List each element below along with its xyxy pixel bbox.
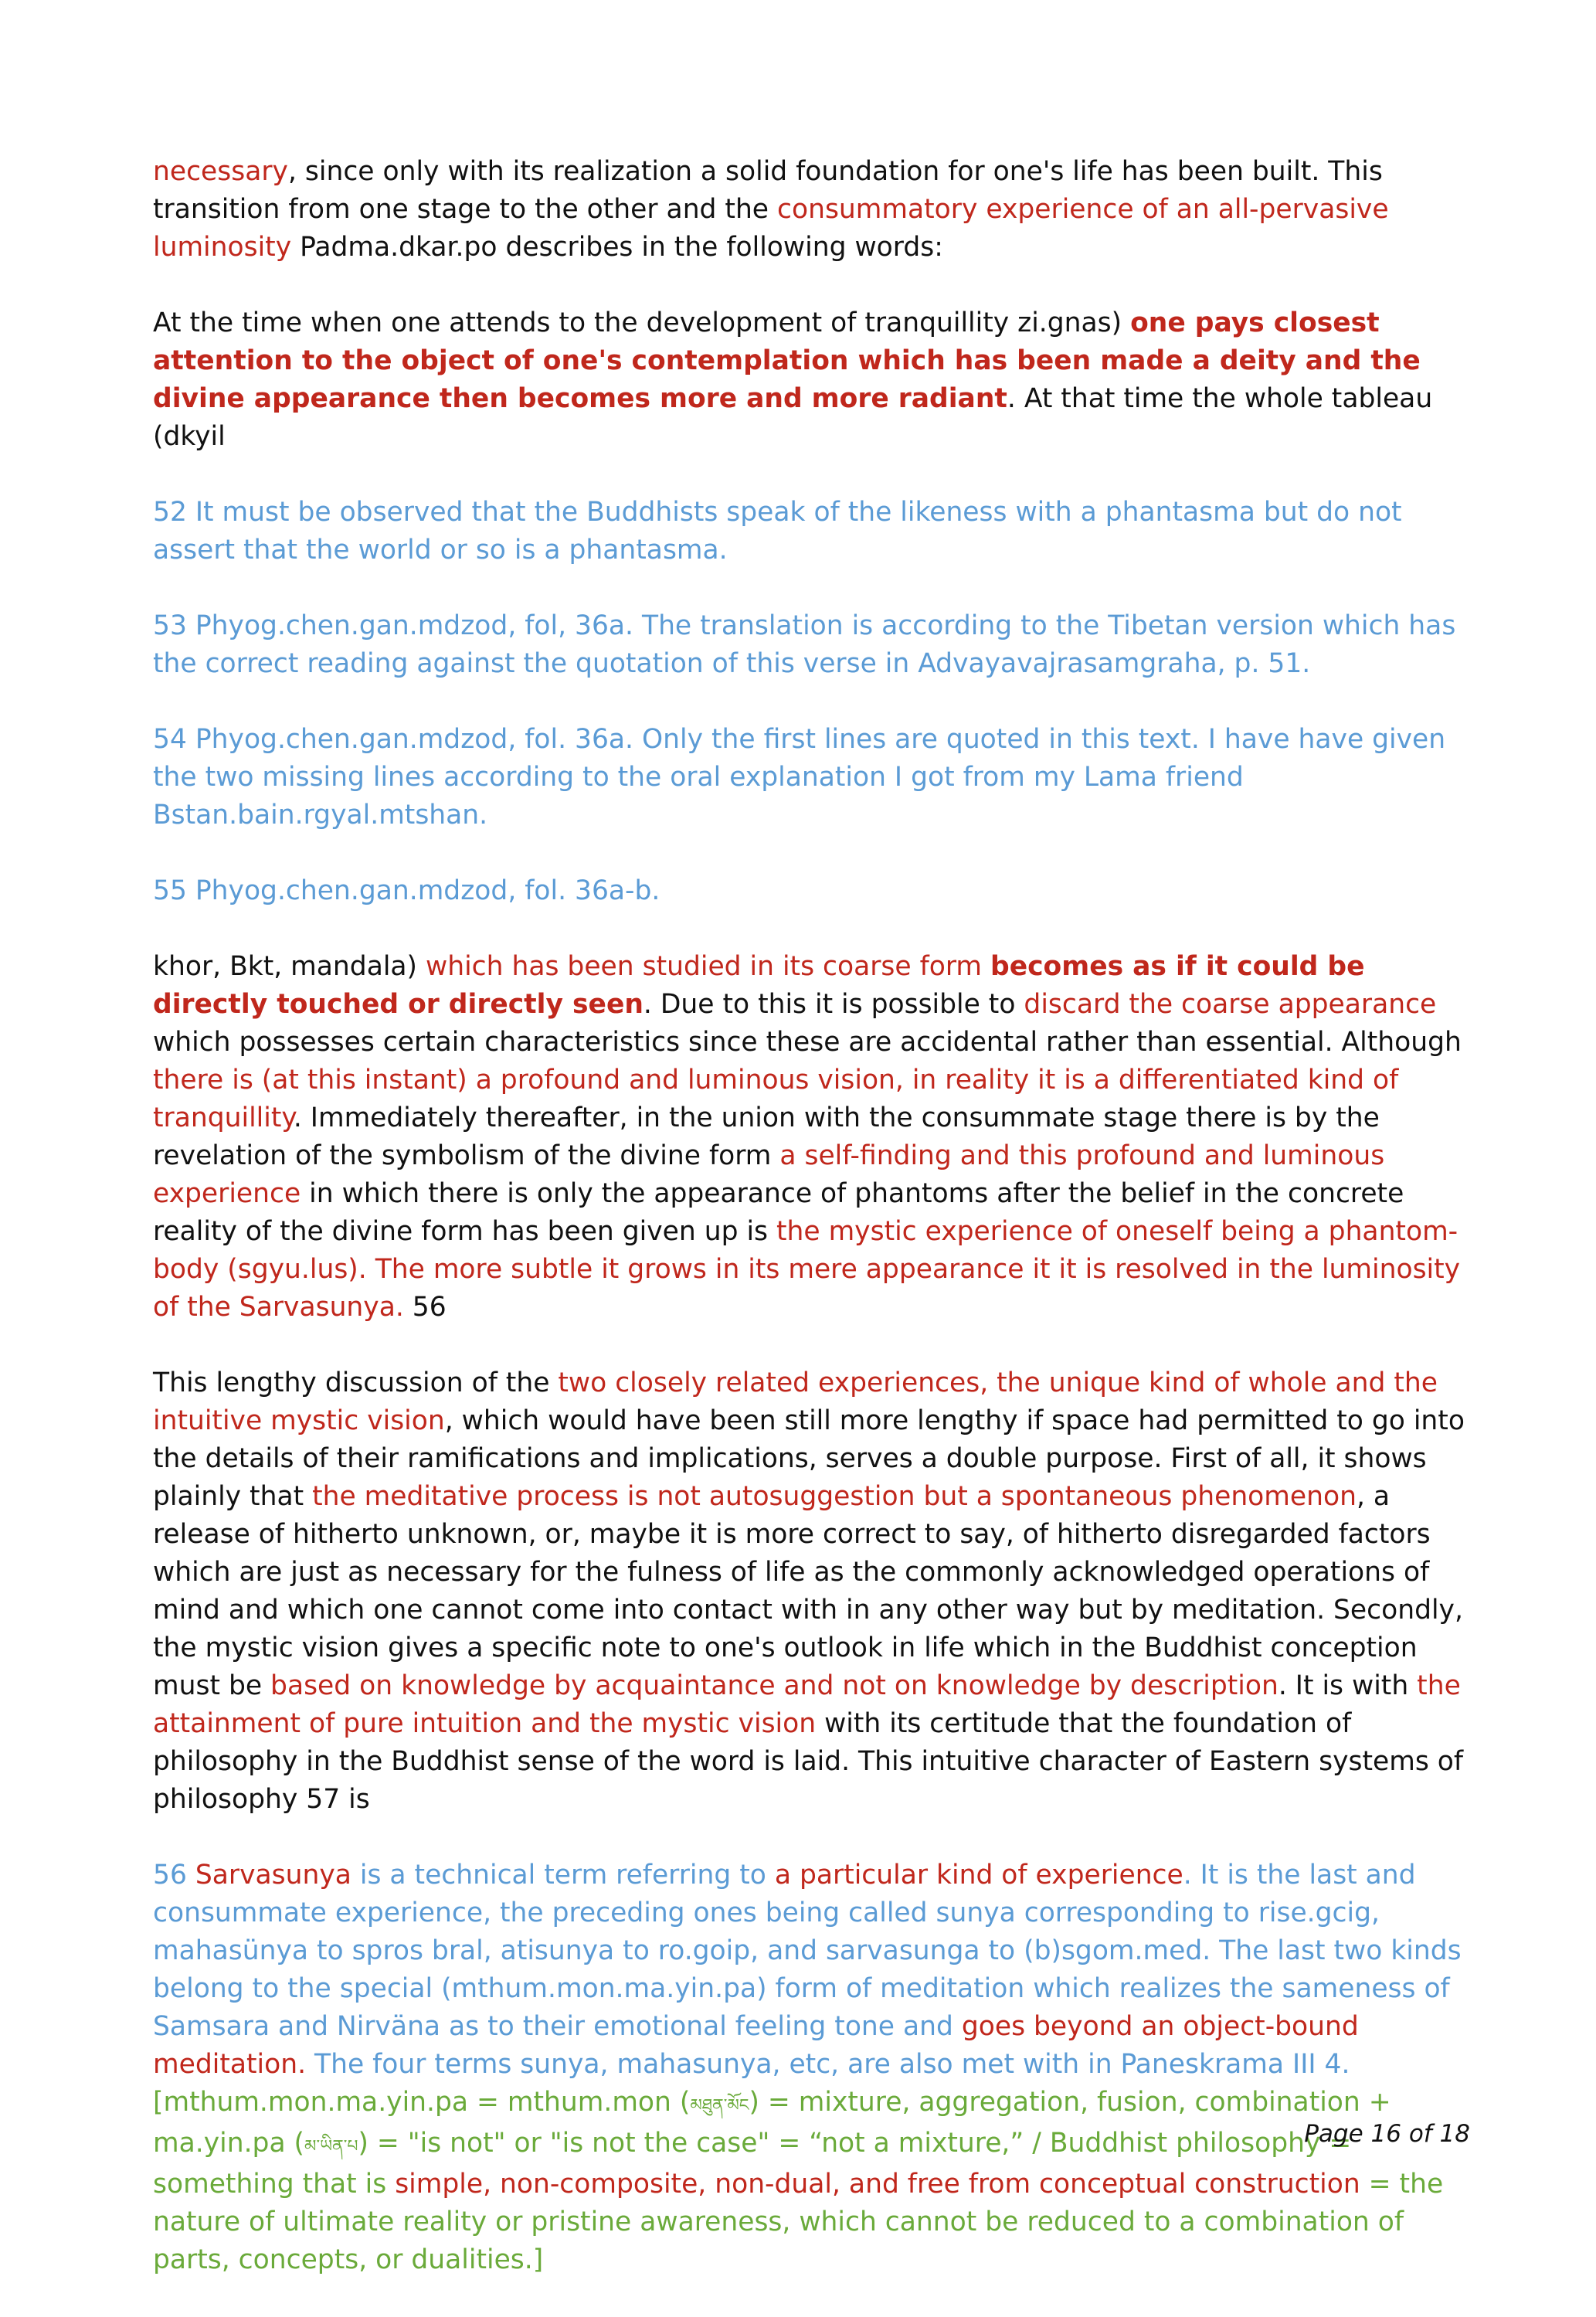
highlight-text: based on knowledge by acquaintance and not on knowledge by description xyxy=(270,1670,1278,1701)
body-text: At the time when one attends to the development of tranquillity zi.gnas) xyxy=(153,307,1131,338)
highlight-text: Sarvasunya xyxy=(195,1860,351,1891)
bold-highlight-text: becomes as if it could be directly touched or directly seen xyxy=(153,951,1365,1020)
paragraph-4 xyxy=(153,1364,1470,1819)
body-text: . It is with xyxy=(1278,1670,1418,1701)
footnote-53: 53 Phyog.chen.gan.mdzod, fol, 36a. The translation is according to the Tibetan version which has the correct reading against the quotation of this verse in Advayavajrasamgraha, p. 51. xyxy=(153,610,1456,679)
highlight-text: a particular kind of experience xyxy=(774,1860,1183,1891)
body-text: . At that time the whole tableau (dkyil xyxy=(153,383,1433,452)
highlight-text: two closely related experiences, the unique kind of whole and the intuitive mystic vision xyxy=(153,1367,1438,1436)
annotation-text: [mthum.mon.ma.yin.pa = mthum.mon ( xyxy=(153,2087,691,2118)
highlight-text: the mystic experience of oneself being a phantom-body (sgyu.lus). The more subtle it grows in its mere appearance it it is resolved in the luminosity of the Sarvasunya. xyxy=(153,1216,1461,1323)
footnote-text: The four terms sunya, mahasunya, etc, are also met with in Paneskrama III 4. xyxy=(306,2049,1350,2080)
highlight-text: which has been studied in its coarse form xyxy=(426,951,990,982)
highlight-text: simple, non-composite, non-dual, and free from conceptual construction xyxy=(395,2169,1360,2200)
body-text: , a release of hitherto unknown, or, maybe it is more correct to say, of hitherto disregarded factors which are just as necessary for the fulness of life as the commonly acknowledged operations of mind and which one cannot come into contact with in any other way but by meditation. Secondly, the mystic vision gives a specific note to one's outlook in life which in the Buddhist conception must be xyxy=(153,1481,1463,1701)
highlight-text: there is (at this instant) a profound and luminous vision, in reality it is a differentiated kind of tranquillity xyxy=(153,1065,1399,1133)
page-content xyxy=(153,153,1470,2317)
paragraph-1 xyxy=(153,153,1470,267)
bold-highlight-text: one pays closest attention to the object of one's contemplation which has been made a deity and the divine appearance then becomes more and more radiant xyxy=(153,307,1421,414)
footnote-56 xyxy=(153,1857,1470,2279)
body-text: . Immediately thereafter, in the union with the consummate stage there is by the revelation of the symbolism of the divine form xyxy=(153,1102,1380,1171)
highlight-text: goes beyond an object-bound meditation. xyxy=(153,2011,1359,2080)
footnote-55: 55 Phyog.chen.gan.mdzod, fol. 36a-b. xyxy=(153,875,660,906)
body-text: with its certitude that the foundation of philosophy in the Buddhist sense of the word is laid. This intuitive character of Eastern systems of philosophy 57 is xyxy=(153,1708,1464,1815)
paragraph-3 xyxy=(153,948,1470,1327)
tibetan-text: མ་ཡིན་པ xyxy=(304,2137,358,2156)
footnote-52: 52 It must be observed that the Buddhists speak of the likeness with a phantasma but do not assert that the world or so is a phantasma. xyxy=(153,497,1402,566)
highlight-text: the meditative process is not autosuggestion but a spontaneous phenomenon xyxy=(312,1481,1357,1512)
highlight-text: necessary xyxy=(153,156,288,187)
footnote-54: 54 Phyog.chen.gan.mdzod, fol. 36a. Only the first lines are quoted in this text. I have have given the two missing lines according to the oral explanation I got from my Lama friend Bstan.bain.rgyal.mtshan. xyxy=(153,724,1446,831)
body-text: This lengthy discussion of the xyxy=(153,1367,559,1398)
body-text: , which would have been still more lengthy if space had permitted to go into the details of their ramifications and implications, serves a double purpose. First of all, it shows plainly that xyxy=(153,1405,1465,1512)
highlight-text: consummatory experience of an all-pervasive luminosity xyxy=(153,194,1389,263)
highlight-text: discard the coarse appearance xyxy=(1024,989,1437,1020)
body-text: khor, Bkt, mandala) xyxy=(153,951,426,982)
page-number: Page 16 of 18 xyxy=(1304,2120,1470,2148)
body-text: Padma.dkar.po describes in the following words: xyxy=(291,232,943,263)
body-text: , since only with its realization a solid foundation for one's life has been built. This transition from one stage to the other and the xyxy=(153,156,1383,225)
footnote-text: is a technical term referring to xyxy=(351,1860,775,1891)
paragraph-2 xyxy=(153,304,1470,456)
annotation-text: = the nature of ultimate reality or pristine awareness, which cannot be reduced to a combination of parts, concepts, or dualities.] xyxy=(153,2169,1444,2275)
tibetan-text: མཐུན་མོང xyxy=(690,2096,749,2115)
highlight-text: a self-finding and this profound and luminous experience xyxy=(153,1140,1385,1209)
footnote-text: . It is the last and consummate experience, the preceding ones being called sunya corresponding to rise.gcig, mahasünya to spros bral, atisunya to ro.goip, and sarvasunga to (b)sgom.med. The last two kinds belong to the special (mthum.mon.ma.yin.pa) form of meditation which realizes the sameness of Samsara and Nirväna as to their emotional feeling tone and xyxy=(153,1860,1462,2042)
footnote-number: 56 xyxy=(153,1860,195,1891)
body-text: in which there is only the appearance of phantoms after the belief in the concrete reality of the divine form has been given up is xyxy=(153,1178,1404,1247)
annotation-text: ) = mixture, aggregation, fusion, combination + ma.yin.pa ( xyxy=(153,2087,1391,2159)
highlight-text: the attainment of pure intuition and the mystic vision xyxy=(153,1670,1461,1739)
annotation-text: ) = "is not" or "is not the case" = “not a mixture,” / Buddhist philosophy = something that is xyxy=(153,2128,1352,2200)
body-text: which possesses certain characteristics since these are accidental rather than essential. Although xyxy=(153,1027,1462,1058)
body-text: . Due to this it is possible to xyxy=(643,989,1024,1020)
footnote-reference: 56 xyxy=(403,1292,447,1323)
